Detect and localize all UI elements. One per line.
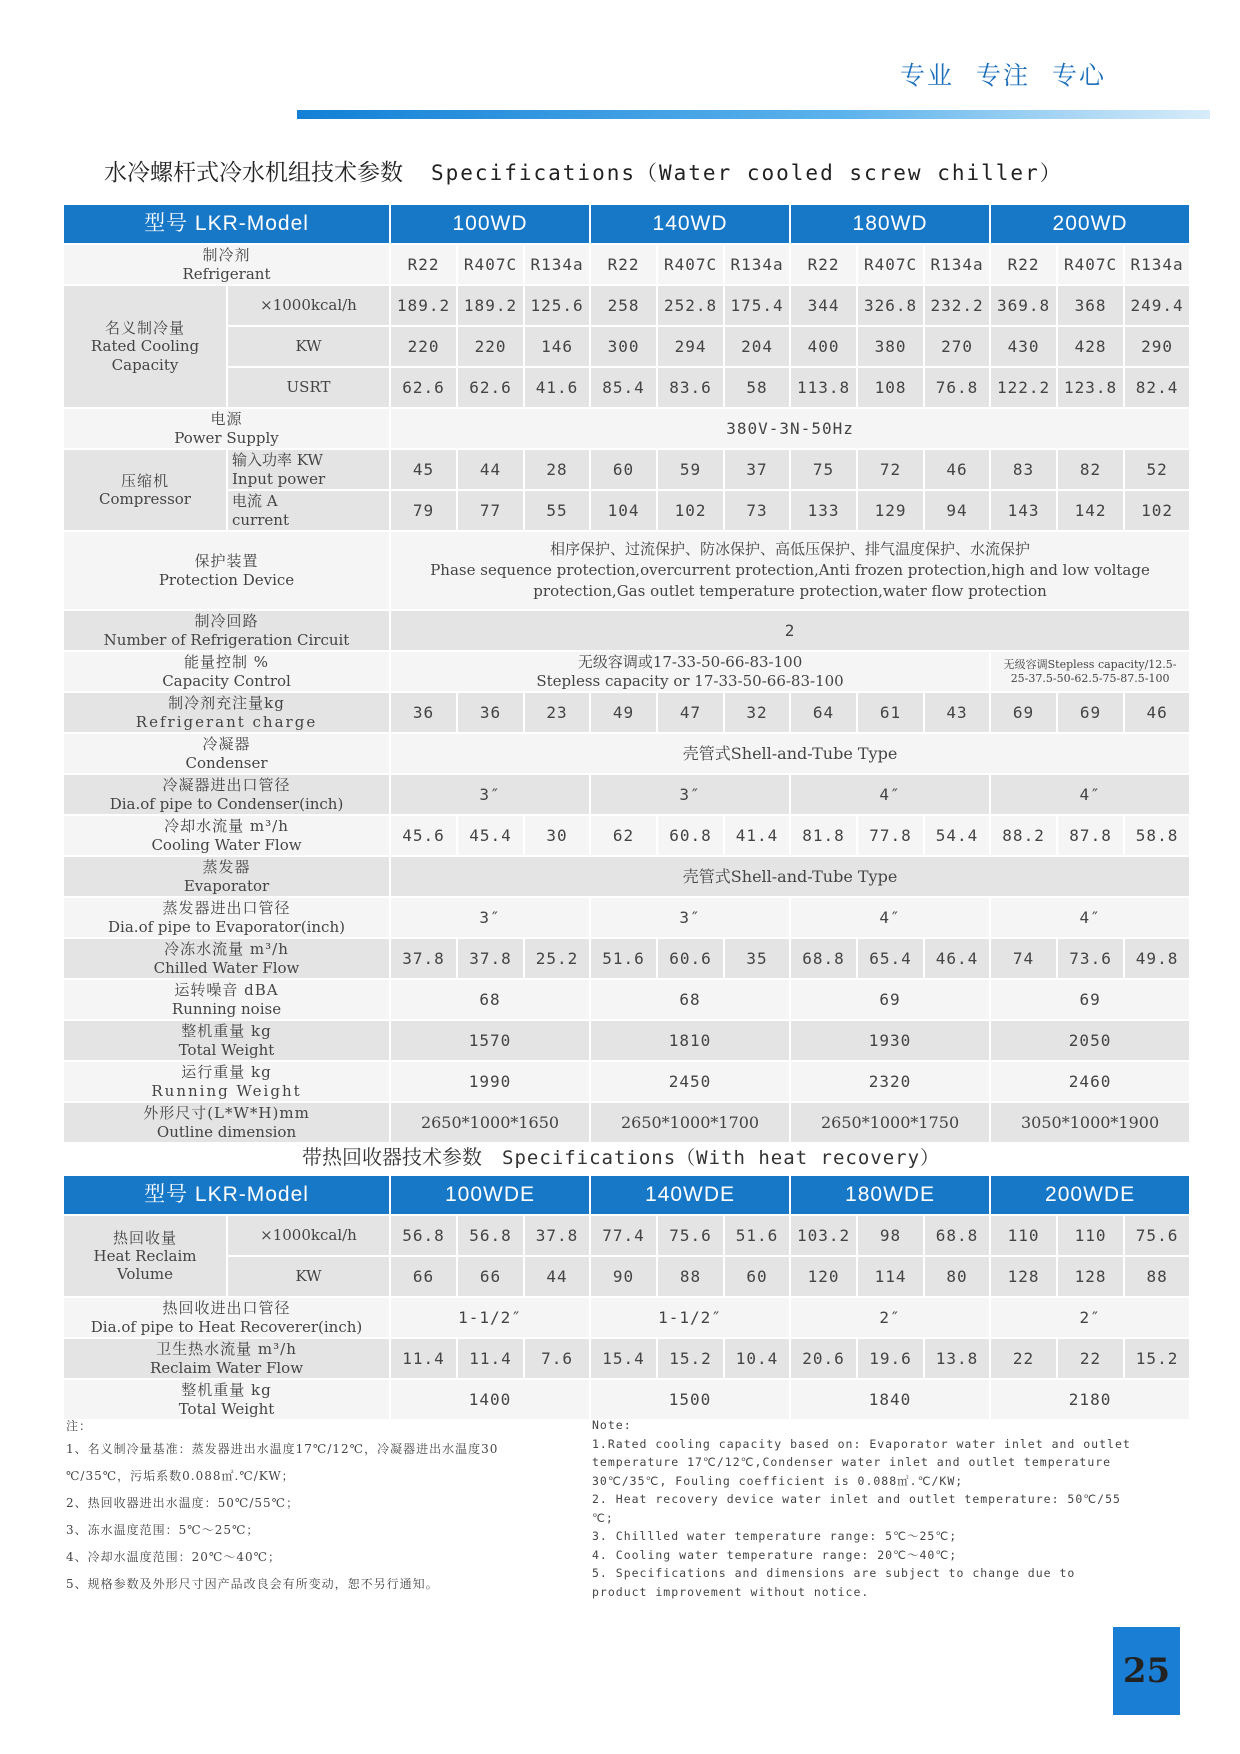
note-line: 2. Heat recovery device water inlet and outlet temperature: 50℃/55	[592, 1492, 1121, 1506]
value-cell: 220	[457, 326, 524, 367]
value-cell: 72	[857, 449, 924, 490]
value-cell: R134a	[524, 244, 590, 285]
value-cell: 81.8	[790, 815, 857, 856]
value-cell: 258	[590, 285, 657, 326]
value-cell: 2″	[990, 1297, 1190, 1338]
value-cell: 3″	[390, 774, 590, 815]
value-cell: 290	[1124, 326, 1190, 367]
value-cell: 15.2	[1124, 1338, 1190, 1379]
value-cell: 80	[924, 1256, 990, 1297]
capacity-row-usrt	[63, 367, 1190, 408]
value-cell: 87.8	[1057, 815, 1124, 856]
value-cell: 68.8	[790, 938, 857, 979]
value-cell: 3050*1000*1900	[990, 1102, 1190, 1143]
value-cell: 41.4	[724, 815, 790, 856]
dimension-row	[63, 1102, 1190, 1143]
circuit-row	[63, 610, 1190, 651]
value-cell: 1990	[390, 1061, 590, 1102]
value-cell: 73.6	[1057, 938, 1124, 979]
value-cell: 45.4	[457, 815, 524, 856]
value-cell: 142	[1057, 490, 1124, 531]
value-cell: 79	[390, 490, 457, 531]
value-cell: 20.6	[790, 1338, 857, 1379]
noise-row	[63, 979, 1190, 1020]
value-cell: 11.4	[390, 1338, 457, 1379]
value-cell: 428	[1057, 326, 1124, 367]
value-cell: 1930	[790, 1020, 990, 1061]
row-label: 冷冻水流量 m³/h Chilled Water Flow	[63, 938, 390, 979]
note-line: 30℃/35℃, Fouling coefficient is 0.088㎡.℃/KW;	[592, 1473, 964, 1488]
spec-table-main	[62, 203, 1191, 1144]
value-cell: 66	[457, 1256, 524, 1297]
note-line: ℃/35℃，污垢系数0.088㎡.℃/KW；	[66, 1469, 295, 1483]
value-cell: 19.6	[857, 1338, 924, 1379]
value-cell: 108	[857, 367, 924, 408]
value-cell: 189.2	[457, 285, 524, 326]
value-cell: 294	[657, 326, 724, 367]
value-cell: 2050	[990, 1020, 1190, 1061]
spec-table-heat-recovery	[62, 1174, 1191, 1421]
value-cell: 22	[990, 1338, 1057, 1379]
row-label: 热回收进出口管径 Dia.of pipe to Heat Recoverer(inch)	[63, 1297, 390, 1338]
value-cell: 2180	[990, 1379, 1190, 1420]
model-name: 180WDE	[790, 1175, 990, 1215]
value-cell: 58.8	[1124, 815, 1190, 856]
value-cell: R22	[390, 244, 457, 285]
row-label: 热回收量 Heat Reclaim Volume	[63, 1215, 227, 1297]
model-label: 型号 LKR-Model	[63, 204, 390, 244]
capacity-row-kw	[63, 326, 1190, 367]
value-cell: 23	[524, 692, 590, 733]
value-cell: 37.8	[390, 938, 457, 979]
notes-chinese	[66, 1416, 586, 1606]
slogan-word: 专注	[976, 61, 1031, 90]
value-cell: 120	[790, 1256, 857, 1297]
row-label: 运转噪音 dBA Running noise	[63, 979, 390, 1020]
value-cell: 1-1/2″	[390, 1297, 590, 1338]
value-cell: 146	[524, 326, 590, 367]
note-line: 4. Cooling water temperature range: 20℃～40℃;	[592, 1547, 958, 1562]
section-title-cn: 带热回收器技术参数	[302, 1145, 482, 1169]
charge-row	[63, 692, 1190, 733]
unit-label: KW	[227, 1256, 390, 1297]
value-cell: 10.4	[724, 1338, 790, 1379]
power-supply-row	[63, 408, 1190, 449]
value-cell: 45.6	[390, 815, 457, 856]
value-cell: 102	[657, 490, 724, 531]
row-label: 卫生热水流量 m³/h Reclaim Water Flow	[63, 1338, 390, 1379]
value-cell: R22	[790, 244, 857, 285]
value-cell: 69	[790, 979, 990, 1020]
row-label: 整机重量 kg Total Weight	[63, 1020, 390, 1061]
model-label: 型号 LKR-Model	[63, 1175, 390, 1215]
row-label: 外形尺寸(L*W*H)mm Outline dimension	[63, 1102, 390, 1143]
value-cell: 1500	[590, 1379, 790, 1420]
row-label: 整机重量 kg Total Weight	[63, 1379, 390, 1420]
value-cell: 430	[990, 326, 1057, 367]
value-cell: 98	[857, 1215, 924, 1256]
capacity-control-value-200: 无级容调Stepless capacity/12.5- 25-37.5-50-62.5-75-87.5-100	[990, 651, 1190, 692]
value-cell: 400	[790, 326, 857, 367]
model-header-row	[63, 204, 1190, 244]
value-cell: R407C	[857, 244, 924, 285]
value-cell: R407C	[457, 244, 524, 285]
value-cell: 44	[457, 449, 524, 490]
value-cell: 15.2	[657, 1338, 724, 1379]
value-cell: 128	[1057, 1256, 1124, 1297]
page-title	[104, 154, 1144, 188]
value-cell: 3″	[390, 897, 590, 938]
value-cell: 143	[990, 490, 1057, 531]
header-gradient-bar	[297, 110, 1210, 119]
row-label: 蒸发器 Evaporator	[63, 856, 390, 897]
value-cell: 90	[590, 1256, 657, 1297]
value-cell: 47	[657, 692, 724, 733]
value-cell: 30	[524, 815, 590, 856]
row-label: 冷却水流量 m³/h Cooling Water Flow	[63, 815, 390, 856]
value-cell: 77.8	[857, 815, 924, 856]
slogan	[900, 56, 1130, 96]
value-cell: 102	[1124, 490, 1190, 531]
note-line: 1.Rated cooling capacity based on: Evaporator water inlet and outlet	[592, 1436, 1131, 1451]
value-cell: 270	[924, 326, 990, 367]
value-cell: R407C	[1057, 244, 1124, 285]
value-cell: 46	[1124, 692, 1190, 733]
row-label: 冷凝器 Condenser	[63, 733, 390, 774]
value-cell: 69	[990, 692, 1057, 733]
value-cell: R134a	[1124, 244, 1190, 285]
condenser-row	[63, 733, 1190, 774]
page-number: 25	[1113, 1627, 1180, 1715]
value-cell: 82	[1057, 449, 1124, 490]
value-cell: 3″	[590, 774, 790, 815]
value-cell: 62.6	[457, 367, 524, 408]
value-cell: 88.2	[990, 815, 1057, 856]
value-cell: 61	[857, 692, 924, 733]
value-cell: 壳管式Shell-and-Tube Type	[390, 733, 1190, 774]
value-cell: 123.8	[1057, 367, 1124, 408]
notes-english	[592, 1416, 1192, 1606]
value-cell: 128	[990, 1256, 1057, 1297]
compressor-power-row	[63, 449, 1190, 490]
value-cell: 3″	[590, 897, 790, 938]
chilled-water-row	[63, 938, 1190, 979]
value-cell: 300	[590, 326, 657, 367]
unit-label: KW	[227, 326, 390, 367]
value-cell: 60.6	[657, 938, 724, 979]
recoverer-pipe-row	[63, 1297, 1190, 1338]
value-cell: R134a	[724, 244, 790, 285]
value-cell: 68	[590, 979, 790, 1020]
cooling-water-row	[63, 815, 1190, 856]
value-cell: 204	[724, 326, 790, 367]
model-name: 100WDE	[390, 1175, 590, 1215]
value-cell: 52	[1124, 449, 1190, 490]
value-cell: 75.6	[1124, 1215, 1190, 1256]
value-cell: 51.6	[724, 1215, 790, 1256]
value-cell: 2450	[590, 1061, 790, 1102]
value-cell: 88	[657, 1256, 724, 1297]
compressor-current-row	[63, 490, 1190, 531]
value-cell: 368	[1057, 285, 1124, 326]
note-line: 注：	[66, 1419, 93, 1433]
row-label: 压缩机 Compressor	[63, 449, 227, 531]
capacity-control-value: 无级容调或17-33-50-66-83-100 Stepless capacity or 17-33-50-66-83-100	[390, 651, 990, 692]
value-cell: 62	[590, 815, 657, 856]
condenser-pipe-row	[63, 774, 1190, 815]
value-cell: 326.8	[857, 285, 924, 326]
row-label: 能量控制 % Capacity Control	[63, 651, 390, 692]
value-cell: 380	[857, 326, 924, 367]
value-cell: 36	[390, 692, 457, 733]
note-line: 3、冻水温度范围：5℃～25℃；	[66, 1523, 260, 1537]
value-cell: 73	[724, 490, 790, 531]
value-cell: 35	[724, 938, 790, 979]
value-cell: 103.2	[790, 1215, 857, 1256]
unit-label: ×1000kcal/h	[227, 1215, 390, 1256]
value-cell: 44	[524, 1256, 590, 1297]
note-line: 5. Specifications and dimensions are subject to change due to	[592, 1566, 1076, 1580]
value-cell: 59	[657, 449, 724, 490]
value-cell: R407C	[657, 244, 724, 285]
total-weight-row	[63, 1020, 1190, 1061]
row-label: 冷凝器进出口管径 Dia.of pipe to Condenser(inch)	[63, 774, 390, 815]
value-cell: 4″	[990, 897, 1190, 938]
value-cell: 68.8	[924, 1215, 990, 1256]
value-cell: 7.6	[524, 1338, 590, 1379]
model-name: 140WDE	[590, 1175, 790, 1215]
value-cell: 58	[724, 367, 790, 408]
value-cell: 1400	[390, 1379, 590, 1420]
value-cell: 220	[390, 326, 457, 367]
value-cell: 49.8	[1124, 938, 1190, 979]
sub-label: 输入功率 KW Input power	[227, 449, 390, 490]
note-line: Note:	[592, 1418, 632, 1432]
model-name: 200WDE	[990, 1175, 1190, 1215]
capacity-row-kcal	[63, 285, 1190, 326]
value-cell: 2650*1000*1700	[590, 1102, 790, 1143]
heat-reclaim-row-kw	[63, 1256, 1190, 1297]
note-line: product improvement without notice.	[592, 1584, 870, 1599]
value-cell: 252.8	[657, 285, 724, 326]
section-title-heat-recovery	[302, 1141, 1162, 1171]
value-cell: R22	[990, 244, 1057, 285]
value-cell: 2″	[790, 1297, 990, 1338]
value-cell: 129	[857, 490, 924, 531]
value-cell: 94	[924, 490, 990, 531]
value-cell: 75	[790, 449, 857, 490]
value-cell: 4″	[790, 774, 990, 815]
value-cell: R134a	[924, 244, 990, 285]
value-cell: 15.4	[590, 1338, 657, 1379]
value-cell: 62.6	[390, 367, 457, 408]
value-cell: 68	[390, 979, 590, 1020]
value-cell: 25.2	[524, 938, 590, 979]
value-cell: 1570	[390, 1020, 590, 1061]
value-cell: 56.8	[390, 1215, 457, 1256]
refrigerant-row	[63, 244, 1190, 285]
note-line: temperature 17℃/12℃,Condenser water inlet and outlet temperature	[592, 1455, 1112, 1469]
value-cell: 37.8	[457, 938, 524, 979]
value-cell: 77.4	[590, 1215, 657, 1256]
value-cell: 55	[524, 490, 590, 531]
value-cell: 83	[990, 449, 1057, 490]
value-cell: 壳管式Shell-and-Tube Type	[390, 856, 1190, 897]
value-cell: 22	[1057, 1338, 1124, 1379]
heat-reclaim-row-kcal	[63, 1215, 1190, 1256]
value-cell: 11.4	[457, 1338, 524, 1379]
value-cell: 28	[524, 449, 590, 490]
value-cell: 66	[390, 1256, 457, 1297]
protection-value: 相序保护、过流保护、防冰保护、高低压保护、排气温度保护、水流保护 Phase sequence protection,overcurrent protection,Anti frozen protection,high and low voltage protection,Gas outlet temperature protection,water flow protection	[390, 531, 1190, 610]
value-cell: 74	[990, 938, 1057, 979]
protection-row	[63, 531, 1190, 610]
value-cell: 133	[790, 490, 857, 531]
value-cell: 2650*1000*1750	[790, 1102, 990, 1143]
value-cell: 36	[457, 692, 524, 733]
section-title-en: Specifications（With heat recovery）	[502, 1147, 941, 1169]
model-name: 200WD	[990, 204, 1190, 244]
note-line: 5、规格参数及外形尺寸因产品改良会有所变动，恕不另行通知。	[66, 1577, 439, 1591]
value-cell: 83.6	[657, 367, 724, 408]
value-cell: 46	[924, 449, 990, 490]
value-cell: 85.4	[590, 367, 657, 408]
model-name: 140WD	[590, 204, 790, 244]
sub-label: 电流 A current	[227, 490, 390, 531]
value-cell: 60	[724, 1256, 790, 1297]
value-cell: 56.8	[457, 1215, 524, 1256]
value-cell: 4″	[790, 897, 990, 938]
value-cell: 45	[390, 449, 457, 490]
value-cell: 37.8	[524, 1215, 590, 1256]
value-cell: 64	[790, 692, 857, 733]
model-name: 100WD	[390, 204, 590, 244]
unit-label: ×1000kcal/h	[227, 285, 390, 326]
note-line: ℃;	[592, 1510, 614, 1525]
value-cell: R22	[590, 244, 657, 285]
note-line: 1、名义制冷量基准：蒸发器进出水温度17℃/12℃，冷凝器进出水温度30	[66, 1442, 499, 1456]
value-cell: 54.4	[924, 815, 990, 856]
row-label: 蒸发器进出口管径 Dia.of pipe to Evaporator(inch)	[63, 897, 390, 938]
value-cell: 77	[457, 490, 524, 531]
note-line: 2、热回收器进出水温度：50℃/55℃；	[66, 1496, 300, 1510]
value-cell: 249.4	[1124, 285, 1190, 326]
model-header-row	[63, 1175, 1190, 1215]
page-title-en: Specifications（Water cooled screw chiller）	[431, 161, 1063, 185]
running-weight-row	[63, 1061, 1190, 1102]
value-cell: 113.8	[790, 367, 857, 408]
value-cell: 232.2	[924, 285, 990, 326]
value-cell: 37	[724, 449, 790, 490]
value-cell: 49	[590, 692, 657, 733]
value-cell: 60	[590, 449, 657, 490]
value-cell: 2320	[790, 1061, 990, 1102]
value-cell: 110	[1057, 1215, 1124, 1256]
model-name: 180WD	[790, 204, 990, 244]
value-cell: 60.8	[657, 815, 724, 856]
value-cell: 43	[924, 692, 990, 733]
value-cell: 2650*1000*1650	[390, 1102, 590, 1143]
value-cell: 369.8	[990, 285, 1057, 326]
note-line: 3. Chillled water temperature range: 5℃～25℃;	[592, 1529, 958, 1543]
slogan-word: 专心	[1052, 61, 1107, 90]
unit-label: USRT	[227, 367, 390, 408]
value-cell: 189.2	[390, 285, 457, 326]
value-cell: 13.8	[924, 1338, 990, 1379]
total-weight-row	[63, 1379, 1190, 1420]
value-cell: 122.2	[990, 367, 1057, 408]
page-title-cn: 水冷螺杆式冷水机组技术参数	[104, 160, 403, 186]
row-label: 运行重量 kg Running Weight	[63, 1061, 390, 1102]
value-cell: 380V-3N-50Hz	[390, 408, 1190, 449]
slogan-word: 专业	[900, 61, 955, 90]
capacity-control-row	[63, 651, 1190, 692]
row-label: 制冷剂 Refrigerant	[63, 244, 390, 285]
value-cell: 69	[1057, 692, 1124, 733]
value-cell: 88	[1124, 1256, 1190, 1297]
value-cell: 51.6	[590, 938, 657, 979]
value-cell: 65.4	[857, 938, 924, 979]
row-label: 制冷回路 Number of Refrigeration Circuit	[63, 610, 390, 651]
value-cell: 104	[590, 490, 657, 531]
value-cell: 41.6	[524, 367, 590, 408]
row-label: 保护装置 Protection Device	[63, 531, 390, 610]
note-line: 4、冷却水温度范围：20℃～40℃；	[66, 1550, 282, 1564]
row-label: 制冷剂充注量kg Refrigerant charge	[63, 692, 390, 733]
evaporator-pipe-row	[63, 897, 1190, 938]
value-cell: 69	[990, 979, 1190, 1020]
row-label: 电源 Power Supply	[63, 408, 390, 449]
value-cell: 344	[790, 285, 857, 326]
row-label: 名义制冷量 Rated Cooling Capacity	[63, 285, 227, 408]
value-cell: 32	[724, 692, 790, 733]
value-cell: 1810	[590, 1020, 790, 1061]
value-cell: 2	[390, 610, 1190, 651]
value-cell: 2460	[990, 1061, 1190, 1102]
value-cell: 75.6	[657, 1215, 724, 1256]
value-cell: 125.6	[524, 285, 590, 326]
reclaim-water-row	[63, 1338, 1190, 1379]
evaporator-row	[63, 856, 1190, 897]
value-cell: 1-1/2″	[590, 1297, 790, 1338]
value-cell: 1840	[790, 1379, 990, 1420]
value-cell: 76.8	[924, 367, 990, 408]
value-cell: 114	[857, 1256, 924, 1297]
value-cell: 82.4	[1124, 367, 1190, 408]
value-cell: 110	[990, 1215, 1057, 1256]
value-cell: 4″	[990, 774, 1190, 815]
value-cell: 46.4	[924, 938, 990, 979]
value-cell: 175.4	[724, 285, 790, 326]
